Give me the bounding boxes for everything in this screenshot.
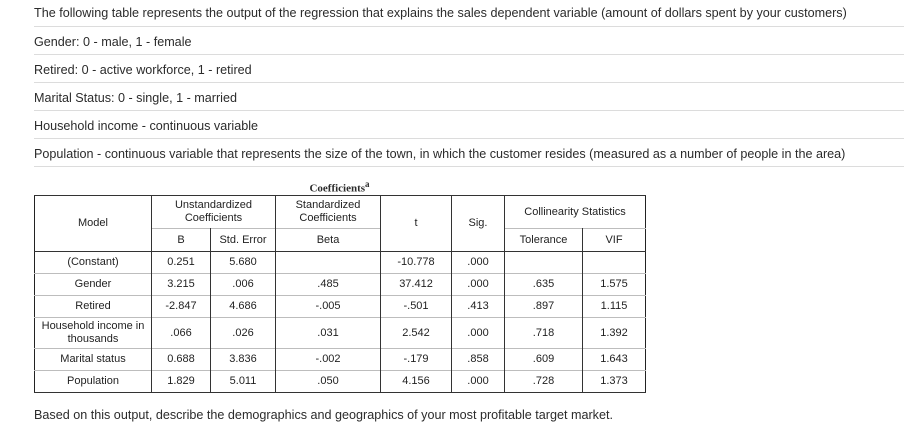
intro-paragraph: The following table represents the output of the regression that explains the sales dependent variable (amount of dollars spent by your customers) — [34, 6, 847, 20]
cell-t: -.501 — [381, 296, 452, 318]
cell-b: .066 — [152, 318, 211, 349]
cell-vif: 1.373 — [583, 371, 646, 393]
coefficients-table — [34, 195, 646, 393]
cell-beta: .485 — [276, 274, 381, 296]
table-row — [35, 274, 646, 296]
retired-definition: Retired: 0 - active workforce, 1 - retired — [34, 63, 252, 77]
divider — [34, 82, 904, 83]
gender-definition: Gender: 0 - male, 1 - female — [34, 35, 192, 49]
cell-t: 37.412 — [381, 274, 452, 296]
header-unstandardized: Unstandardized Coefficients — [152, 196, 276, 229]
cell-std-error: .026 — [211, 318, 276, 349]
cell-sig: .000 — [452, 274, 505, 296]
header-vif: VIF — [583, 229, 646, 252]
header-b: B — [152, 229, 211, 252]
table-title-footnote-mark: a — [365, 179, 370, 189]
cell-sig: .000 — [452, 318, 505, 349]
divider — [34, 110, 904, 111]
divider — [34, 26, 904, 27]
header-std-error: Std. Error — [211, 229, 276, 252]
cell-t: -10.778 — [381, 252, 452, 274]
cell-sig: .413 — [452, 296, 505, 318]
table-row — [35, 349, 646, 371]
cell-sig: .000 — [452, 371, 505, 393]
cell-vif: 1.575 — [583, 274, 646, 296]
cell-std-error: 4.686 — [211, 296, 276, 318]
cell-vif: 1.392 — [583, 318, 646, 349]
cell-vif — [583, 252, 646, 274]
row-label: Retired — [35, 296, 152, 318]
cell-t: 2.542 — [381, 318, 452, 349]
cell-beta — [276, 252, 381, 274]
table-row — [35, 371, 646, 393]
cell-tolerance — [505, 252, 583, 274]
household-income-definition: Household income - continuous variable — [34, 119, 259, 133]
cell-vif: 1.643 — [583, 349, 646, 371]
divider — [34, 54, 904, 55]
header-collinearity: Collinearity Statistics — [524, 205, 626, 218]
divider — [34, 166, 904, 167]
cell-b: -2.847 — [152, 296, 211, 318]
header-tolerance: Tolerance — [505, 229, 583, 252]
divider — [34, 138, 904, 139]
cell-sig: .858 — [452, 349, 505, 371]
cell-std-error: 5.011 — [211, 371, 276, 393]
cell-sig: .000 — [452, 252, 505, 274]
cell-b: 0.688 — [152, 349, 211, 371]
cell-b: 1.829 — [152, 371, 211, 393]
row-label: (Constant) — [35, 252, 152, 274]
cell-beta: -.005 — [276, 296, 381, 318]
cell-tolerance: .635 — [505, 274, 583, 296]
row-label: Gender — [35, 274, 152, 296]
cell-std-error: 5.680 — [211, 252, 276, 274]
cell-b: 3.215 — [152, 274, 211, 296]
cell-b: 0.251 — [152, 252, 211, 274]
question-text: Based on this output, describe the demographics and geographics of your most profitable target market. — [34, 408, 613, 422]
cell-beta: -.002 — [276, 349, 381, 371]
row-label: Population — [35, 371, 152, 393]
table-row — [35, 252, 646, 274]
cell-std-error: .006 — [211, 274, 276, 296]
row-label: Household income in thousands — [35, 318, 152, 349]
cell-vif: 1.115 — [583, 296, 646, 318]
cell-std-error: 3.836 — [211, 349, 276, 371]
table-row — [35, 296, 646, 318]
cell-tolerance: .897 — [505, 296, 583, 318]
header-beta: Beta — [276, 229, 381, 252]
cell-tolerance: .718 — [505, 318, 583, 349]
row-label: Marital status — [35, 349, 152, 371]
header-standardized: Standardized Coefficients — [276, 196, 381, 229]
cell-t: 4.156 — [381, 371, 452, 393]
cell-t: -.179 — [381, 349, 452, 371]
cell-tolerance: .728 — [505, 371, 583, 393]
cell-beta: .031 — [276, 318, 381, 349]
header-sig: Sig. — [452, 196, 505, 252]
marital-status-definition: Marital Status: 0 - single, 1 - married — [34, 91, 237, 105]
table-title — [34, 173, 645, 195]
population-definition: Population - continuous variable that represents the size of the town, in which the customer resides (measured as a number of people in the area) — [34, 147, 846, 161]
table-row — [35, 318, 646, 349]
cell-beta: .050 — [276, 371, 381, 393]
cell-tolerance: .609 — [505, 349, 583, 371]
header-t: t — [381, 196, 452, 252]
table-title-text: Coefficients — [309, 182, 366, 195]
header-model: Model — [35, 196, 152, 252]
